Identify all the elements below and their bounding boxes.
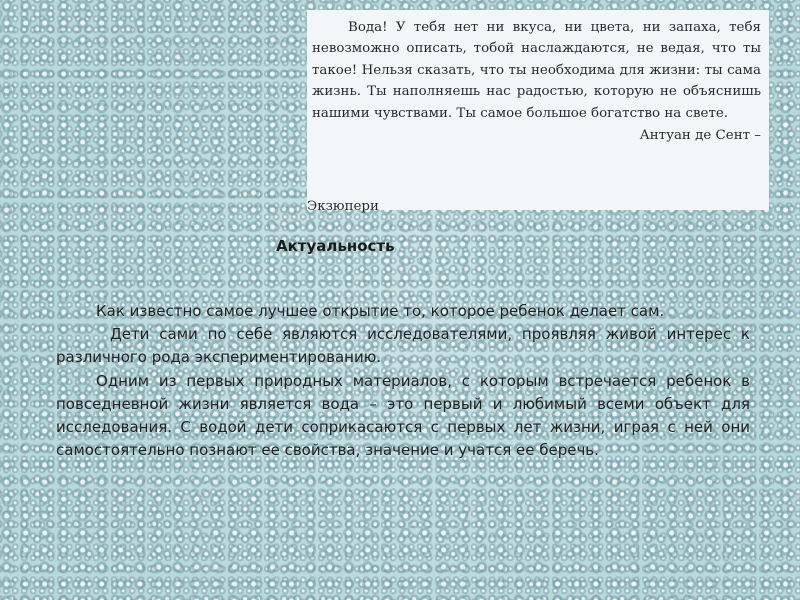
paragraph: Как известно самое лучшее открытие то, которое ребенок делает сам. <box>96 302 665 320</box>
paragraph: Дети сами по себе являются исследователями, проявляя живой интерес к различного рода экспериментированию. <box>56 325 750 367</box>
quote-box <box>307 10 769 210</box>
quote-author-continued: Экзюпери <box>307 199 379 214</box>
quote-text: Вода! У тебя нет ни вкуса, ни цвета, ни запаха, тебя невозможно описать, тобой наслаждаются, не ведая, что ты такое! Нельзя сказать, что ты необходима для жизни: ты сама жизнь. Ты наполняешь нас радостью, которую не объяснишь нашими чувствами. Ты самое большое богатство на свете. <box>312 20 761 121</box>
quote-author: Антуан де Сент – <box>639 128 761 144</box>
paragraph: Одним из первых природных материалов, с которым встречается ребенок в повседневной жизни является вода – это первый и любимый всеми объект для исследования. С водой дети соприкасаются с первых лет жизни, играя с ней они самостоятельно познают ее свойства, значение и учатся ее беречь. <box>56 371 750 460</box>
section-title: Актуальность <box>276 237 395 255</box>
body-text <box>56 300 750 462</box>
